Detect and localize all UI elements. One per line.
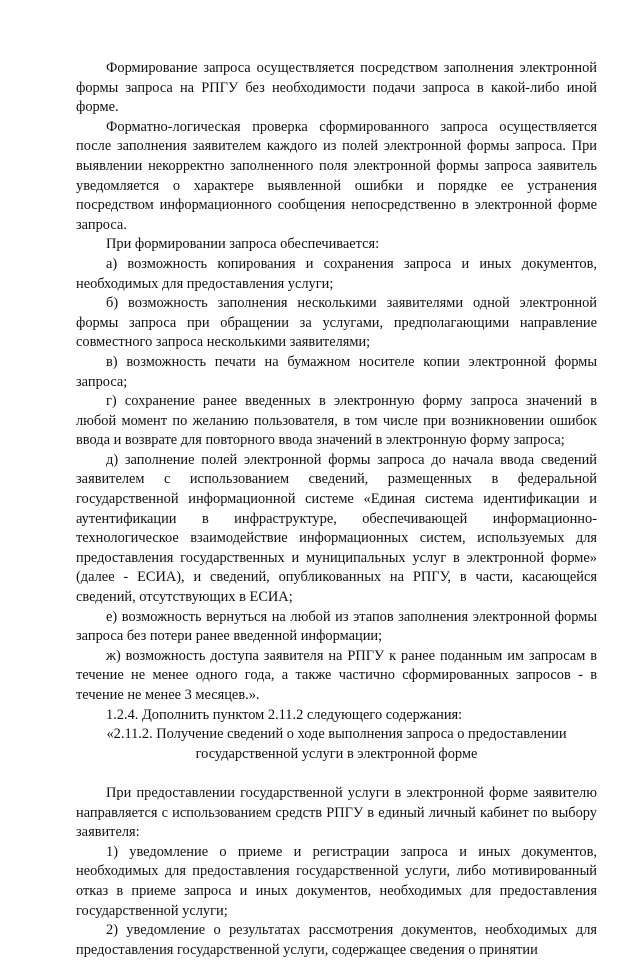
list-item-2: 2) уведомление о результатах рассмотрения документов, необходимых для предоставления государственной услуги, содержащее сведения о принятии: [76, 922, 597, 958]
list-item-e: е) возможность вернуться на любой из этапов заполнения электронной формы запроса без потери ранее введенной информации;: [76, 608, 597, 645]
list-item-v: в) возможность печати на бумажном носителе копии электронной формы запроса;: [76, 353, 597, 390]
paragraph-form-submission: Формирование запроса осуществляется посредством заполнения электронной формы запроса на РПГУ без необходимости подачи запроса в какой-либо иной форме.: [76, 60, 597, 116]
list-item-1: 1) уведомление о приеме и регистрации запроса и иных документов, необходимых для предоставления государственной услуги, либо мотивированный отказ в приеме запроса и иных документов, необходимых для предоставления государственной услуги;: [76, 843, 597, 919]
document-body: [76, 59, 597, 960]
paragraph-electronic-delivery: При предоставлении государственной услуги в электронной форме заявителю направляется с использованием средств РПГУ в единый личный кабинет по выбору заявителя:: [76, 784, 597, 841]
section-heading-line1: «2.11.2. Получение сведений о ходе выполнения запроса о предоставлении: [106, 726, 567, 743]
amendment-clause: 1.2.4. Дополнить пунктом 2.11.2 следующего содержания:: [106, 706, 463, 723]
blank-line: [76, 764, 597, 784]
list-item-g: г) сохранение ранее введенных в электронную форму запроса значений в любой момент по желанию пользователя, в том числе при возникновении ошибок ввода и возврате для повторного ввода значений в электронную форму запроса;: [76, 393, 597, 449]
paragraph-format-check: Форматно-логическая проверка сформированного запроса осуществляется после заполнения заявителем каждого из полей электронной формы запроса. При выявлении некорректно заполненного поля электронной формы запроса заявитель уведомляется о характере выявленной ошибки и порядке ее устранения посредством информационного сообщения непосредственно в электронной форме запроса.: [76, 118, 597, 233]
list-item-a: а) возможность копирования и сохранения запроса и иных документов, необходимых для предоставления услуги;: [76, 255, 597, 292]
list-item-d: д) заполнение полей электронной формы запроса до начала ввода сведений заявителем с использованием сведений, размещенных в федеральной государственной информационной системе «Единая система идентификации и аутентификации в инфраструктуре, обеспечивающей информационно-технологическое взаимодействие информационных систем, используемых для предоставления государственных и муниципальных услуг в электронной форме» (далее - ЕСИА), и сведений, опубликованных на РПГУ, в части, касающейся сведений, отсутствующих в ЕСИА;: [76, 451, 597, 606]
section-heading-line2: государственной услуги в электронной форме: [195, 745, 478, 762]
paragraph-provisions-intro: При формировании запроса обеспечивается:: [106, 236, 380, 253]
list-item-zh: ж) возможность доступа заявителя на РПГУ к ранее поданным им запросам в течение не менее одного года, а также частично сформированных запросов - в течение не менее 3 месяцев.».: [76, 647, 597, 703]
list-item-b: б) возможность заполнения несколькими заявителями одной электронной формы запроса при обращении за услугами, предполагающими направление совместного запроса несколькими заявителями;: [76, 295, 597, 351]
